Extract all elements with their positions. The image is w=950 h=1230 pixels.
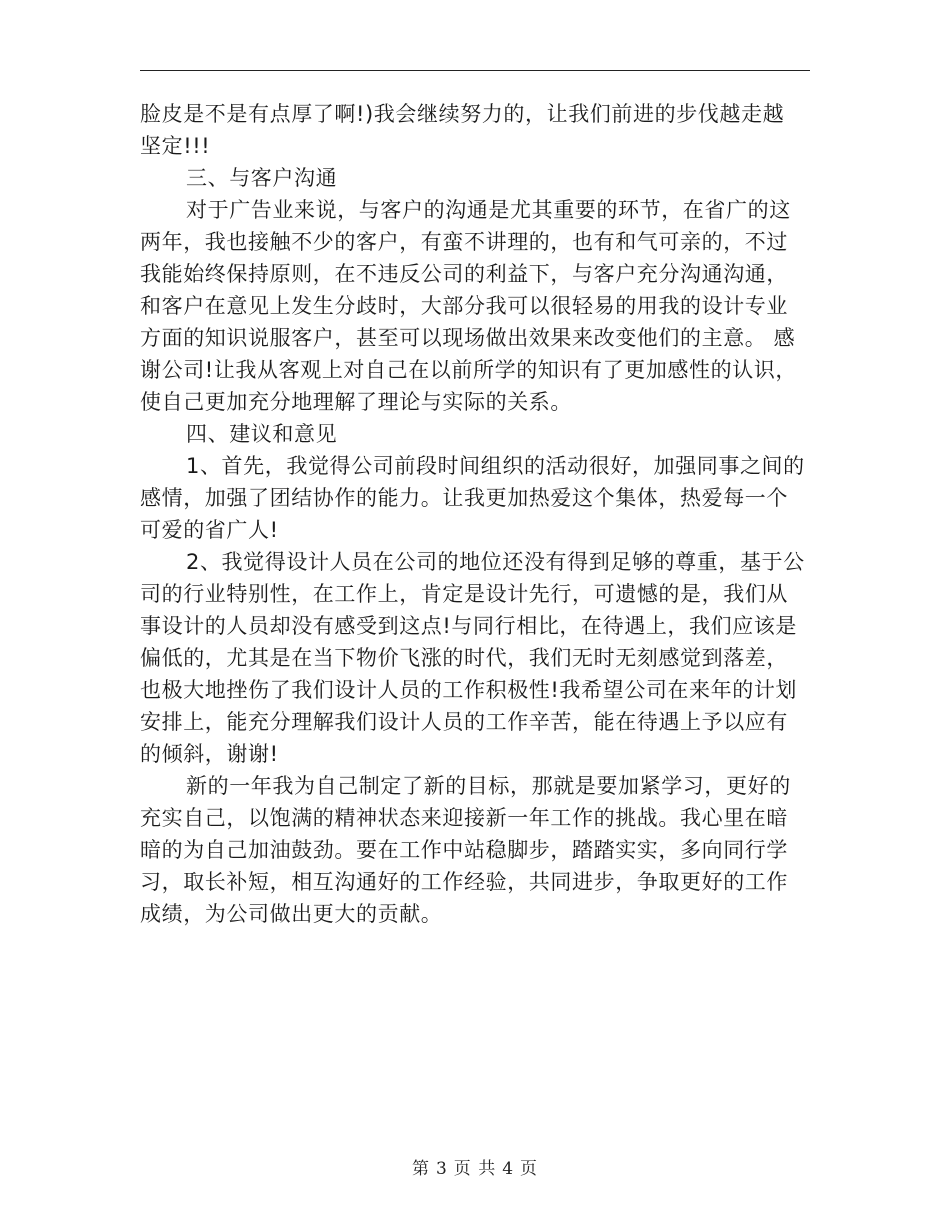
- header-rule: [140, 70, 810, 71]
- text-line: 成绩，为公司做出更大的贡献。: [140, 902, 443, 926]
- footer-total-pages: 4: [502, 1159, 515, 1179]
- footer-suffix: 页: [520, 1159, 539, 1179]
- text-line: 安排上，能充分理解我们设计人员的工作辛苦，能在待遇上予以应有: [140, 710, 788, 734]
- text-line: 偏低的，尤其是在当下物价飞涨的时代，我们无时无刻感觉到落差，: [140, 646, 788, 670]
- text-line: 谢公司!让我从客观上对自己在以前所学的知识有了更加感性的认识，: [140, 358, 798, 382]
- text-line: 也极大地挫伤了我们设计人员的工作积极性!我希望公司在来年的计划: [140, 678, 798, 702]
- text-line: 方面的知识说服客户，甚至可以现场做出效果来改变他们的主意。 感: [140, 326, 796, 350]
- text-line: 三、与客户沟通: [186, 166, 338, 190]
- text-line: 我能始终保持原则，在不违反公司的利益下，与客户充分沟通沟通，: [140, 262, 788, 286]
- text-line: 脸皮是不是有点厚了啊!)我会继续努力的，让我们前进的步伐越走越: [140, 102, 785, 126]
- text-line: 2、我觉得设计人员在公司的地位还没有得到足够的尊重，基于公: [186, 550, 805, 574]
- text-line: 可爱的省广人!: [140, 518, 279, 542]
- text-line: 使自己更加充分地理解了理论与实际的关系。: [140, 390, 572, 414]
- text-line: 暗的为自己加油鼓劲。要在工作中站稳脚步，踏踏实实，多向同行学: [140, 838, 788, 862]
- text-line: 习，取长补短，相互沟通好的工作经验，共同进步，争取更好的工作: [140, 870, 788, 894]
- text-line: 对于广告业来说，与客户的沟通是尤其重要的环节，在省广的这: [186, 198, 791, 222]
- text-line: 两年，我也接触不少的客户，有蛮不讲理的，也有和气可亲的，不过: [140, 230, 788, 254]
- text-line: 事设计的人员却没有感受到这点!与同行相比，在待遇上，我们应该是: [140, 614, 798, 638]
- text-line: 感情，加强了团结协作的能力。让我更加热爱这个集体，热爱每一个: [140, 486, 788, 510]
- text-line: 新的一年我为自己制定了新的目标，那就是要加紧学习，更好的: [186, 774, 791, 798]
- text-line: 和客户在意见上发生分歧时，大部分我可以很轻易的用我的设计专业: [140, 294, 788, 318]
- text-line: 坚定!!!: [140, 134, 211, 158]
- text-line: 1、首先，我觉得公司前段时间组织的活动很好，加强同事之间的: [186, 454, 805, 478]
- footer-current-page: 3: [435, 1159, 448, 1179]
- text-line: 充实自己，以饱满的精神状态来迎接新一年工作的挑战。我心里在暗: [140, 806, 788, 830]
- page-footer: [0, 1154, 950, 1179]
- text-line: 的倾斜，谢谢!: [140, 742, 279, 766]
- text-line: 四、建议和意见: [186, 422, 338, 446]
- text-line: 司的行业特别性，在工作上，肯定是设计先行，可遗憾的是，我们从: [140, 582, 788, 606]
- footer-prefix: 第: [411, 1159, 430, 1179]
- footer-middle: 页 共: [453, 1159, 497, 1179]
- document-body: [140, 98, 812, 930]
